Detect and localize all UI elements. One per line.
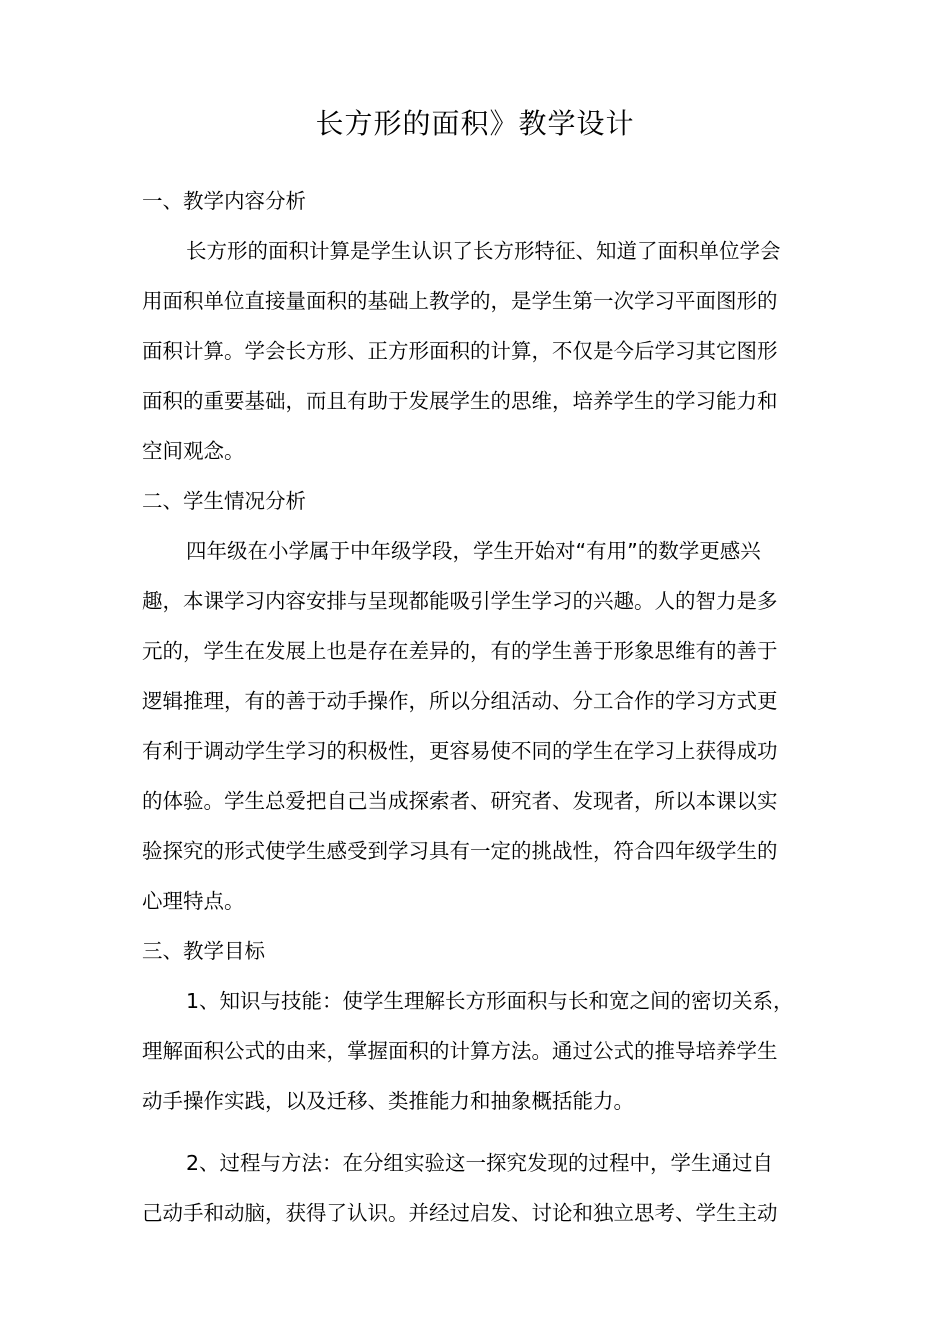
paragraph-line: 的体验。学生总爱把自己当成探索者、研究者、发现者，所以本课以实 bbox=[142, 789, 778, 813]
paragraph-line: 心理特点。 bbox=[142, 889, 245, 913]
paragraph-line: 元的，学生在发展上也是存在差异的，有的学生善于形象思维有的善于 bbox=[142, 639, 778, 663]
section-heading: 一、教学内容分析 bbox=[142, 189, 306, 213]
paragraph-line: 长方形的面积计算是学生认识了长方形特征、知道了面积单位学会 bbox=[186, 239, 781, 263]
document-body bbox=[142, 176, 818, 1238]
paragraph-line: 用面积单位直接量面积的基础上教学的，是学生第一次学习平面图形的 bbox=[142, 289, 778, 313]
goal-line: 动手操作实践，以及迁移、类推能力和抽象概括能力。 bbox=[142, 1089, 634, 1113]
section-heading: 二、学生情况分析 bbox=[142, 489, 306, 513]
goal-line: 2、过程与方法：在分组实验这一探究发现的过程中，学生通过自 bbox=[186, 1151, 774, 1175]
section-heading: 三、教学目标 bbox=[142, 939, 265, 963]
paragraph-line: 逻辑推理，有的善于动手操作，所以分组活动、分工合作的学习方式更 bbox=[142, 689, 778, 713]
goal-line: 理解面积公式的由来，掌握面积的计算方法。通过公式的推导培养学生 bbox=[142, 1039, 778, 1063]
paragraph-line: 趣，本课学习内容安排与呈现都能吸引学生学习的兴趣。人的智力是多 bbox=[142, 589, 778, 613]
paragraph-line: 空间观念。 bbox=[142, 439, 245, 463]
goal-line: 己动手和动脑，获得了认识。并经过启发、讨论和独立思考、学生主动 bbox=[142, 1201, 778, 1225]
paragraph-line: 四年级在小学属于中年级学段，学生开始对“有用”的数学更感兴 bbox=[186, 539, 761, 563]
document-title: 长方形的面积》教学设计 bbox=[315, 107, 635, 140]
goal-line: 1、知识与技能：使学生理解长方形面积与长和宽之间的密切关系， bbox=[186, 989, 794, 1013]
paragraph-line: 有利于调动学生学习的积极性，更容易使不同的学生在学习上获得成功 bbox=[142, 739, 778, 763]
paragraph-line: 面积的重要基础，而且有助于发展学生的思维，培养学生的学习能力和 bbox=[142, 389, 778, 413]
paragraph-line: 面积计算。学会长方形、正方形面积的计算，不仅是今后学习其它图形 bbox=[142, 339, 778, 363]
paragraph-line: 验探究的形式使学生感受到学习具有一定的挑战性，符合四年级学生的 bbox=[142, 839, 778, 863]
